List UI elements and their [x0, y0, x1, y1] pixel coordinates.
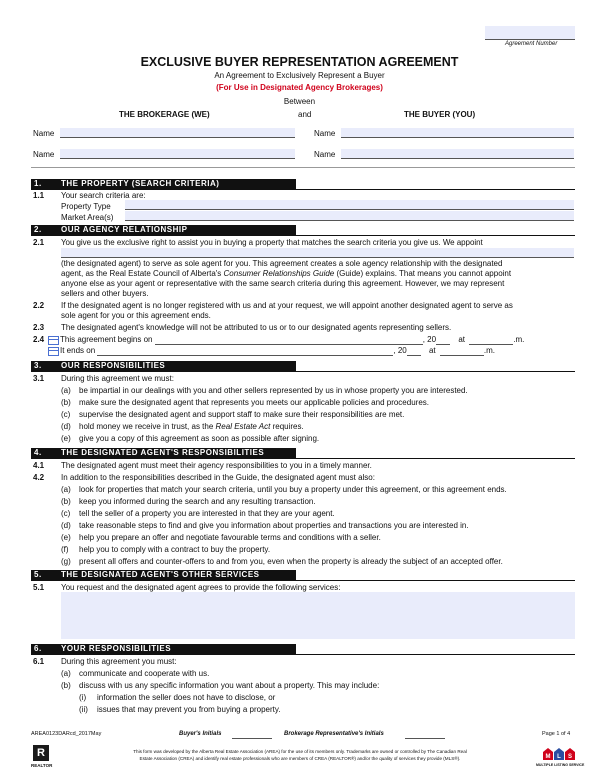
brokerage-name-field-1[interactable]: [60, 128, 295, 138]
item-4-2-e-label: (e): [61, 533, 71, 542]
market-area-field[interactable]: [125, 211, 574, 221]
item-3-1-c-label: (c): [61, 410, 71, 419]
page-subtitle: An Agreement to Exclusively Represent a Buyer: [214, 71, 385, 80]
item-4-2-b-label: (b): [61, 497, 71, 506]
disclaimer-line-1: This form was developed by the Alberta Real Estate Association (AREA) for the use of its members only. Trademarks are owned or controlled by The Canadian Real: [133, 749, 467, 754]
property-type-field[interactable]: [125, 200, 574, 210]
item-6-1-a-text: communicate and cooperate with us.: [79, 669, 210, 678]
ends-year-field[interactable]: [407, 347, 421, 356]
item-6-1-b-label: (b): [61, 681, 71, 690]
item-4-2-d-text: take reasonable steps to find and give you information about properties and transactions you are interested in.: [79, 521, 469, 530]
svg-text:S: S: [567, 754, 573, 760]
item-3-1-b-text: make sure the designated agent that represents you meets our applicable policies and procedures.: [79, 398, 429, 407]
item-2-2-text-a: If the designated agent is no longer registered with us and at your request, we will appoint another designated agent to serve as: [61, 301, 513, 310]
item-3-1-e-label: (e): [61, 434, 71, 443]
item-4-2-a-text: look for properties that match your search criteria, until you buy a property under this agreement, or this agreement ends.: [79, 485, 507, 494]
designated-agent-field[interactable]: [61, 248, 574, 258]
calendar-icon[interactable]: [48, 336, 59, 345]
item-4-1-number: 4.1: [33, 461, 45, 470]
item-2-2-number: 2.2: [33, 301, 45, 310]
item-2-1-cont-a: (the designated agent) to serve as sole agent for you. This agreement creates a sole agency relationship with the designated: [61, 259, 503, 268]
section-1-rule: [31, 189, 575, 190]
item-4-2-d-label: (d): [61, 521, 71, 530]
begins-date-field[interactable]: [155, 336, 423, 345]
item-3-1-d-text: hold money we receive in trust, as the Real Estate Act requires.: [79, 422, 304, 431]
between-label: Between: [283, 97, 316, 106]
other-services-textarea[interactable]: [61, 592, 575, 639]
brokerage-name-label-2: Name: [33, 150, 55, 159]
svg-text:M: M: [545, 754, 551, 760]
brokerage-label: THE BROKERAGE (WE): [119, 110, 210, 119]
item-5-1-text: You request and the designated agent agrees to provide the following services:: [61, 583, 341, 592]
mls-logo-icon: [542, 747, 576, 761]
ends-time-field[interactable]: [440, 347, 470, 356]
item-2-4-number: 2.4: [33, 335, 45, 344]
item-2-1-cont-d: sellers and other buyers.: [61, 289, 149, 298]
mls-logo-text: MULTIPLE LISTING SERVICE: [536, 763, 585, 767]
page-subtitle-red: (For Use in Designated Agency Brokerages): [216, 83, 383, 92]
section-4-header: 4. THE DESIGNATED AGENT'S RESPONSIBILITIES: [31, 448, 296, 458]
brokerage-initials-label: Brokerage Representative's Initials: [284, 731, 384, 737]
agreement-number-label: Agreement Number: [505, 41, 558, 47]
item-4-2-f-label: (f): [61, 545, 69, 554]
property-type-label: Property Type: [61, 202, 111, 211]
page-title: EXCLUSIVE BUYER REPRESENTATION AGREEMENT: [140, 55, 459, 69]
item-5-1-number: 5.1: [33, 583, 45, 592]
ends-ampm-field[interactable]: [470, 347, 484, 356]
item-3-1-e-text: give you a copy of this agreement as soon as possible after signing.: [79, 434, 320, 443]
item-3-1-a-text: be impartial in our dealings with you and other sellers represented by us in whose property you are interested.: [79, 386, 468, 395]
disclaimer-line-2: Estate Association (CREA) and identify real estate professionals who are members of CREA (REALTOR®) and/or the quality of services they provide (MLS®).: [139, 756, 461, 761]
item-6-1-b-i-text: information the seller does not have to disclose, or: [97, 693, 276, 702]
item-3-1-text: During this agreement we must:: [61, 374, 174, 383]
item-2-1-text: You give us the exclusive right to assist you in buying a property that matches the search criteria you give us. We appoint: [61, 238, 483, 247]
buyer-name-label: Name: [314, 129, 336, 138]
begins-ampm-field[interactable]: [499, 336, 513, 345]
item-1-1-number: 1.1: [33, 191, 45, 200]
item-6-1-b-ii-label: (ii): [79, 705, 88, 714]
item-3-1-a-label: (a): [61, 386, 71, 395]
item-6-1-b-i-label: (i): [79, 693, 87, 702]
begins-year-field[interactable]: [436, 336, 450, 345]
item-6-1-text: During this agreement you must:: [61, 657, 177, 666]
buyer-name-label-2: Name: [314, 150, 336, 159]
item-3-1-d-label: (d): [61, 422, 71, 431]
section-5-header: 5. THE DESIGNATED AGENT'S OTHER SERVICES: [31, 570, 296, 580]
market-area-label: Market Area(s): [61, 213, 114, 222]
buyer-initials-label: Buyer's Initials: [179, 731, 222, 737]
begins-time-field[interactable]: [469, 336, 499, 345]
item-6-1-b-ii-text: issues that may prevent you from buying a property.: [97, 705, 281, 714]
item-1-1-text: Your search criteria are:: [61, 191, 146, 200]
and-label: and: [298, 110, 312, 119]
ends-date-field[interactable]: [97, 347, 393, 356]
item-4-2-text: In addition to the responsibilities described in the Guide, the designated agent must also:: [61, 473, 375, 482]
item-3-1-number: 3.1: [33, 374, 45, 383]
item-2-1-cont-c: anyone else as your agent or representative with the same search criteria during this agreement. However, we may represent: [61, 279, 505, 288]
item-2-1-number: 2.1: [33, 238, 45, 247]
item-4-2-number: 4.2: [33, 473, 45, 482]
svg-text:L: L: [557, 754, 561, 760]
brokerage-name-field-2[interactable]: [60, 149, 295, 159]
section-2-header: 2. OUR AGENCY RELATIONSHIP: [31, 225, 296, 235]
item-2-1-cont-b: agent, as the Real Estate Council of Alberta's Consumer Relationships Guide (Guide) explains. That means you cannot appoint: [61, 269, 512, 278]
item-4-2-g-text: present all offers and counter-offers to and from you, even when the property is already the subject of an accepted offer.: [79, 557, 503, 566]
brokerage-initials-field[interactable]: [405, 730, 445, 739]
item-4-2-f-text: help you to comply with a contract to buy the property.: [79, 545, 271, 554]
mls-logo: [542, 747, 576, 761]
buyer-initials-field[interactable]: [232, 730, 272, 739]
item-4-2-c-label: (c): [61, 509, 71, 518]
agreement-begins-row: This agreement begins on , 20 at .m.: [48, 335, 524, 345]
section-6-rule: [31, 654, 575, 655]
form-code: AREA0123DARcd_2017May: [31, 731, 102, 737]
item-4-2-e-text: help you prepare an offer and negotiate favourable terms and conditions with a seller.: [79, 533, 381, 542]
buyer-label: THE BUYER (YOU): [404, 110, 476, 119]
item-6-1-a-label: (a): [61, 669, 71, 678]
page-number: Page 1 of 4: [542, 731, 571, 737]
section-1-header: 1. THE PROPERTY (SEARCH CRITERIA): [31, 179, 296, 189]
item-2-2-text-b: sole agent for you or this agreement ends.: [61, 311, 211, 320]
section-2-rule: [31, 235, 575, 236]
agreement-number-field[interactable]: [485, 26, 575, 40]
brokerage-name-label: Name: [33, 129, 55, 138]
section-3-header: 3. OUR RESPONSIBILITIES: [31, 361, 296, 371]
header-divider: [31, 167, 575, 168]
item-3-1-b-label: (b): [61, 398, 71, 407]
item-4-2-g-label: (g): [61, 557, 71, 566]
buyer-name-field-1[interactable]: [341, 128, 574, 138]
item-6-1-number: 6.1: [33, 657, 45, 666]
section-3-rule: [31, 371, 575, 372]
item-4-2-b-text: keep you informed during the search and any resulting transaction.: [79, 497, 316, 506]
section-5-rule: [31, 580, 575, 581]
item-2-3-text: The designated agent's knowledge will not be attributed to us or to our designated agents representing sellers.: [61, 323, 452, 332]
item-4-1-text: The designated agent must meet their agency responsibilities to you in a timely manner.: [61, 461, 372, 470]
calendar-icon[interactable]: [48, 347, 59, 356]
realtor-logo-text: REALTOR: [31, 763, 53, 768]
section-4-rule: [31, 458, 575, 459]
item-2-3-number: 2.3: [33, 323, 45, 332]
buyer-name-field-2[interactable]: [341, 149, 574, 159]
item-4-2-a-label: (a): [61, 485, 71, 494]
item-3-1-c-text: supervise the designated agent and support staff to make sure their responsibilities are met.: [79, 410, 405, 419]
agreement-ends-row: It ends on , 20 at .m.: [48, 346, 495, 356]
item-6-1-b-text: discuss with us any specific information you want about a property. This may include:: [79, 681, 380, 690]
item-4-2-c-text: tell the seller of a property you are interested in that they are your agent.: [79, 509, 335, 518]
section-6-header: 6. YOUR RESPONSIBILITIES: [31, 644, 296, 654]
realtor-logo-r-icon: R: [37, 747, 45, 759]
